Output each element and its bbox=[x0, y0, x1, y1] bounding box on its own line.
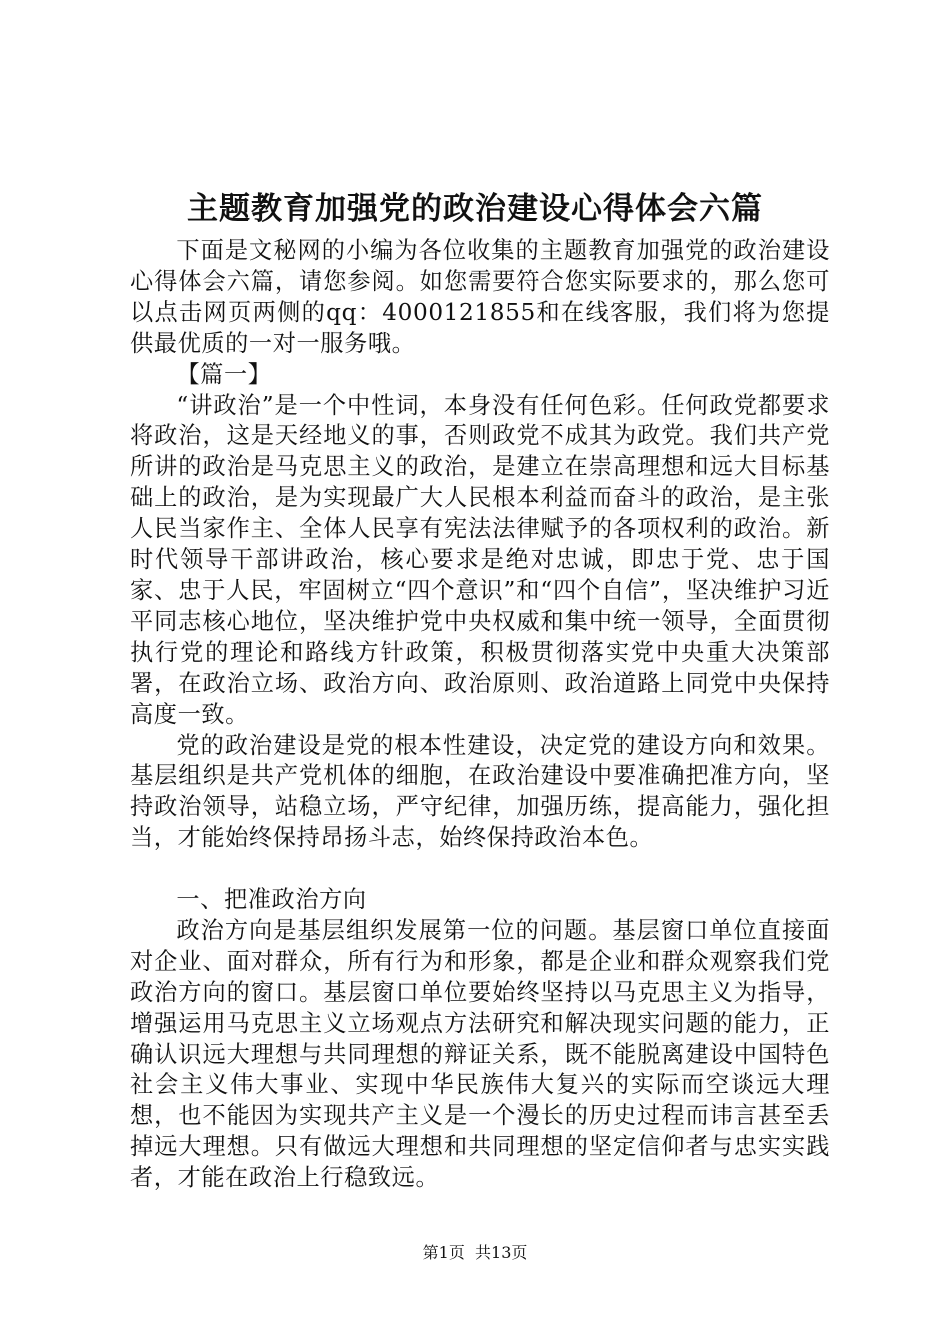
page-number: 1 bbox=[438, 1243, 449, 1262]
page-suffix: 页 bbox=[448, 1243, 465, 1262]
total-pages: 13 bbox=[491, 1243, 512, 1262]
document-body bbox=[130, 236, 830, 1194]
section-heading: 一、把准政治方向 bbox=[176, 886, 367, 914]
page-footer bbox=[0, 1242, 950, 1264]
total-prefix: 共 bbox=[475, 1243, 492, 1262]
body-paragraph: 党的政治建设是党的根本性建设，决定党的建设方向和效果。基层组织是共产党机体的细胞，在政治建设中要准确把准方向，坚持政治领导，站稳立场，严守纪律，加强历练，提高能力，强化担当，才能始终保持昂扬斗志，始终保持政治本色。 bbox=[130, 731, 830, 852]
document-title: 主题教育加强党的政治建设心得体会六篇 bbox=[187, 191, 763, 227]
blank-line bbox=[130, 854, 830, 885]
page-prefix: 第 bbox=[422, 1243, 439, 1262]
body-paragraph: 政治方向是基层组织发展第一位的问题。基层窗口单位直接面对企业、面对群众，所有行为和形象，都是企业和群众观察我们党政治方向的窗口。基层窗口单位要始终坚持以马克思主义为指导，增强运用马克思主义立场观点方法研究和解决现实问题的能力，正确认识远大理想与共同理想的辩证关系，既不能脱离建设中国特色社会主义伟大事业、实现中华民族伟大复兴的实际而空谈远大理想，也不能因为实现共产主义是一个漫长的历史过程而讳言甚至丢掉远大理想。只有做远大理想和共同理想的坚定信仰者与忠实实践者，才能在政治上行稳致远。 bbox=[130, 916, 830, 1192]
intro-paragraph: 下面是文秘网的小编为各位收集的主题教育加强党的政治建设心得体会六篇，请您参阅。如您需要符合您实际要求的，那么您可以点击网页两侧的qq：4000121855和在线客服，我们将为您提供最优质的一对一服务哦。 bbox=[130, 237, 830, 357]
section-marker: 【篇一】 bbox=[176, 360, 272, 388]
body-paragraph: “讲政治”是一个中性词，本身没有任何色彩。任何政党都要求将政治，这是天经地义的事，否则政党不成其为政党。我们共产党所讲的政治是马克思主义的政治，是建立在崇高理想和远大目标基础上的政治，是为实现最广大人民根本利益而奋斗的政治，是主张人民当家作主、全体人民享有宪法法律赋予的各项权利的政治。新时代领导干部讲政治，核心要求是绝对忠诚，即忠于党、忠于国家、忠于人民，牢固树立“四个意识”和“四个自信”，坚决维护习近平同志核心地位，坚决维护党中央权威和集中统一领导，全面贯彻执行党的理论和路线方针政策，积极贯彻落实党中央重大决策部署，在政治立场、政治方向、政治原则、政治道路上同党中央保持高度一致。 bbox=[130, 391, 830, 728]
total-suffix: 页 bbox=[511, 1243, 528, 1262]
